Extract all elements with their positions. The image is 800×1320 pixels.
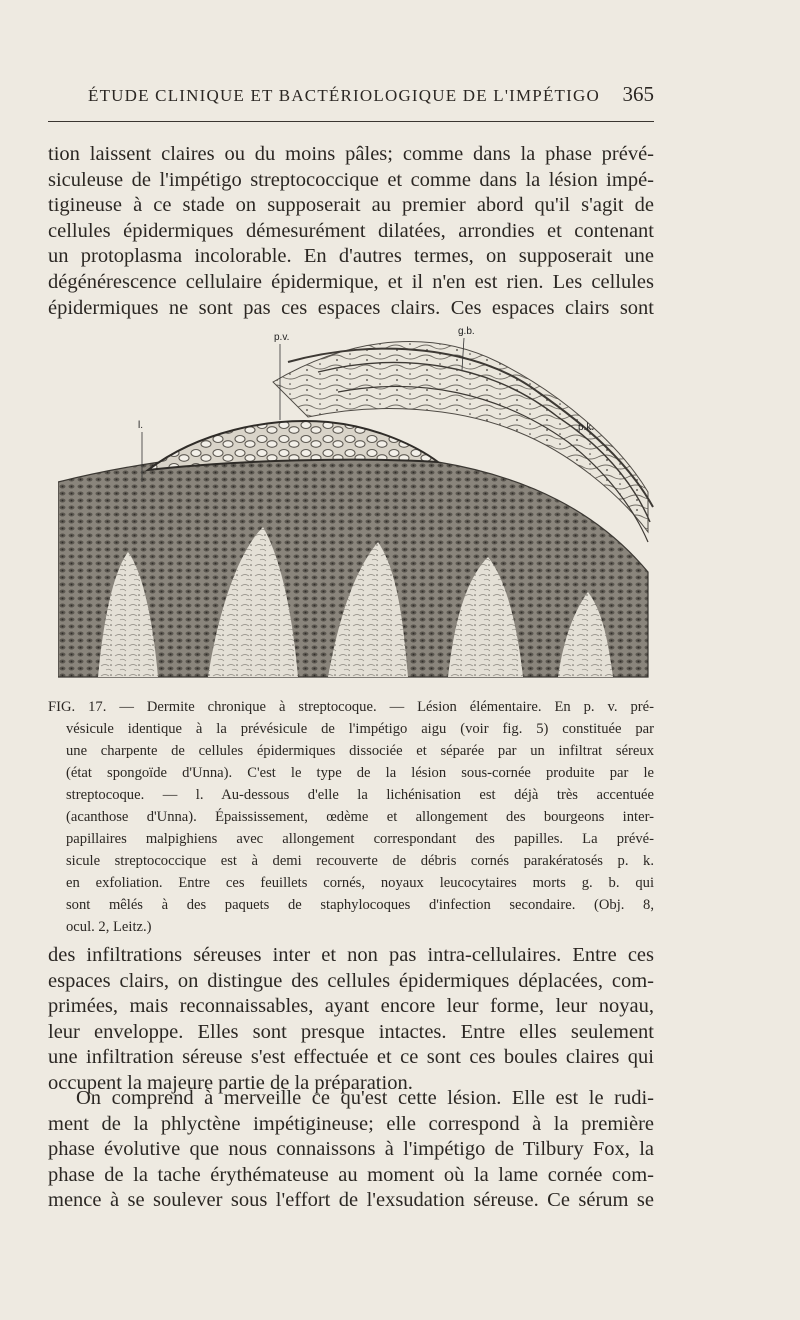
page-number: 365 — [622, 82, 654, 106]
running-title: ÉTUDE CLINIQUE ET BACTÉRIOLOGIQUE DE L'IMPÉTIGO — [88, 86, 600, 105]
caption-line: (état spongoïde d'Unna). C'est le type de la lésion sous-cornée produite par le — [66, 765, 654, 781]
text-line: dégénérescence cellulaire épidermique, et il n'en est rien. Les cellules — [48, 270, 654, 293]
text-line: des infiltrations séreuses inter et non pas intra-cellulaires. Entre ces — [48, 944, 654, 966]
text-line: On comprend à merveille ce qu'est cette lésion. Elle est le rudi- — [76, 1087, 654, 1109]
paragraph-3 — [48, 1086, 654, 1214]
caption-line: vésicule identique à la prévésicule de l'impétigo aigu (voir fig. 5) constituée par — [66, 721, 654, 737]
text-line: une infiltration séreuse s'est effectuée et ce sont ces boules claires qui — [48, 1046, 654, 1069]
text-line: ment de la phlyctène impétigineuse; elle correspond à la première — [48, 1112, 654, 1135]
text-line: mence à se soulever sous l'effort de l'exsudation séreuse. Ce sérum se — [48, 1189, 654, 1212]
caption-line: sicule streptococcique est à demi recouverte de débris cornés parakératosés p. k. — [66, 853, 654, 869]
caption-line: streptocoque. — l. Au-dessous d'elle la lichénisation est déjà très accentuée — [66, 787, 654, 803]
header-rule — [48, 121, 654, 122]
text-line: primées, mais reconnaissables, ayant encore leur forme, leur noyau, — [48, 995, 654, 1018]
caption-line: en exfoliation. Entre ces feuillets cornés, noyaux leucocytaires morts g. b. qui — [66, 875, 654, 891]
text-line: cellules épidermiques démesurément dilatées, arrondies et contenant — [48, 219, 654, 242]
figure-caption — [48, 696, 654, 938]
label-gb: g.b. — [458, 326, 475, 337]
text-line: occupent la majeure partie de la préparation. — [48, 1071, 413, 1094]
label-pk: p.k. — [578, 422, 595, 433]
text-line: un protoplasma incolorable. En d'autres termes, on supposerait une — [48, 245, 654, 268]
paragraph-1 — [48, 142, 654, 321]
label-pv: p.v. — [274, 332, 290, 343]
caption-line: FIG. 17. — Dermite chronique à streptocoque. — Lésion élémentaire. En p. v. pré- — [48, 699, 654, 715]
text-line: tigineuse à ce stade on supposerait au premier abord qu'il s'agit de — [48, 194, 654, 217]
caption-line: sont mêlés à des paquets de staphylocoques d'infection secondaire. (Obj. 8, — [66, 897, 654, 913]
caption-line: une charpente de cellules épidermiques dissociée et séparée par un infiltrat séreux — [66, 743, 654, 759]
text-line: phase évolutive que nous connaissons à l'impétigo de Tilbury Fox, la — [48, 1138, 654, 1161]
caption-line: (acanthose d'Unna). Épaississement, œdème et allongement des bourgeons inter- — [66, 809, 654, 825]
text-line: épidermiques ne sont pas ces espaces clairs. Ces espaces clairs sont — [48, 296, 654, 319]
text-line: espaces clairs, on distingue des cellules épidermiques déplacées, com- — [48, 969, 654, 992]
text-line: siculeuse de l'impétigo streptococcique et comme dans la lésion impé- — [48, 168, 654, 191]
text-line: leur enveloppe. Elles sont presque intactes. Entre elles seulement — [48, 1020, 654, 1043]
label-l: l. — [138, 420, 143, 431]
text-line: tion laissent claires ou du moins pâles; comme dans la phase prévé- — [48, 143, 654, 165]
histology-figure — [58, 322, 658, 688]
running-header — [48, 82, 654, 112]
caption-line: ocul. 2, Leitz.) — [66, 919, 152, 935]
text-line: phase de la tache érythémateuse au moment où la lame cornée com- — [48, 1163, 654, 1186]
paragraph-2 — [48, 943, 654, 1097]
caption-line: papillaires malpighiens avec allongement correspondant des papilles. La prévé- — [66, 831, 654, 847]
